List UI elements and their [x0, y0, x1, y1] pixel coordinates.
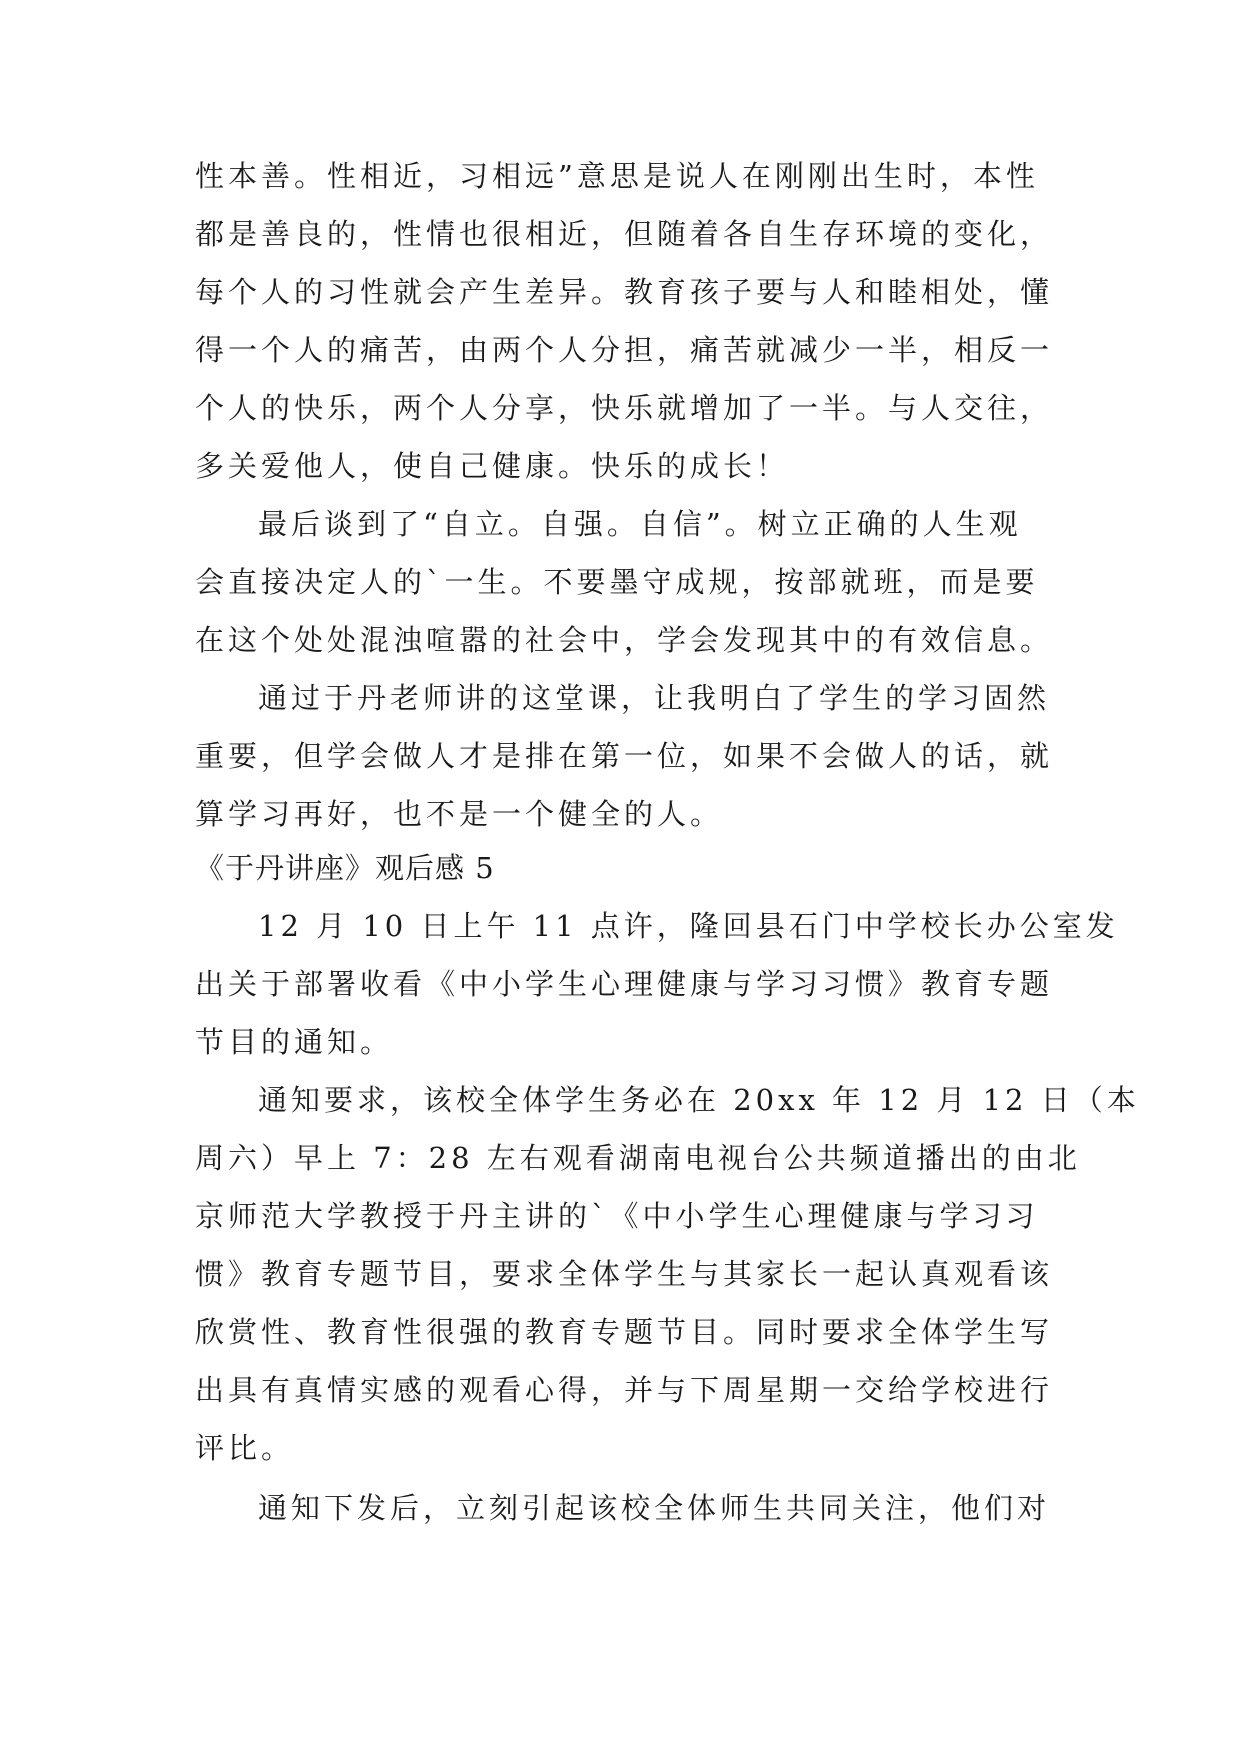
- text-line: 会直接决定人的`一生。不要墨守成规，按部就班，而是要: [195, 565, 1039, 599]
- text-line: 算学习再好，也不是一个健全的人。: [195, 797, 724, 831]
- text-line: 京师范大学教授于丹主讲的`《中小学生心理健康与学习习: [195, 1199, 1039, 1233]
- text-line: 多关爱他人，使自己健康。快乐的成长！: [195, 449, 790, 483]
- text-line: 节目的通知。: [195, 1025, 394, 1059]
- text-line: 评比。: [195, 1431, 295, 1465]
- paragraph-start: 12 月 10 日上午 11 点许，隆回县石门中学校长办公室发: [258, 909, 1119, 943]
- paragraph-start: 通知要求，该校全体学生务必在 20xx 年 12 月 12 日（本: [258, 1083, 1140, 1117]
- text-line: 在这个处处混浊喧嚣的社会中，学会发现其中的有效信息。: [195, 623, 1054, 657]
- paragraph-start: 通知下发后，立刻引起该校全体师生共同关注，他们对: [258, 1491, 1051, 1525]
- text-line: 欣赏性、教育性很强的教育专题节目。同时要求全体学生写: [195, 1315, 1054, 1349]
- text-line: 出关于部署收看《中小学生心理健康与学习习惯》教育专题: [195, 967, 1054, 1001]
- text-line: 重要，但学会做人才是排在第一位，如果不会做人的话，就: [195, 739, 1054, 773]
- section-heading: 《于丹讲座》观后感 5: [195, 851, 495, 885]
- text-line: 个人的快乐，两个人分享，快乐就增加了一半。与人交往，: [195, 391, 1054, 425]
- text-line: 每个人的习性就会产生差异。教育孩子要与人和睦相处，懂: [195, 275, 1054, 309]
- text-line: 周六）早上 7：28 左右观看湖南电视台公共频道播出的由北: [195, 1141, 1081, 1175]
- text-line: 性本善。性相近，习相远”意思是说人在刚刚出生时，本性: [195, 159, 1039, 193]
- text-line: 得一个人的痛苦，由两个人分担，痛苦就减少一半，相反一: [195, 333, 1054, 367]
- paragraph-start: 通过于丹老师讲的这堂课，让我明白了学生的学习固然: [258, 681, 1051, 715]
- text-line: 惯》教育专题节目，要求全体学生与其家长一起认真观看该: [195, 1257, 1054, 1291]
- paragraph-start: 最后谈到了“自立。自强。自信”。树立正确的人生观: [258, 507, 1022, 541]
- text-line: 出具有真情实感的观看心得，并与下周星期一交给学校进行: [195, 1373, 1054, 1407]
- text-line: 都是善良的，性情也很相近，但随着各自生存环境的变化，: [195, 217, 1054, 251]
